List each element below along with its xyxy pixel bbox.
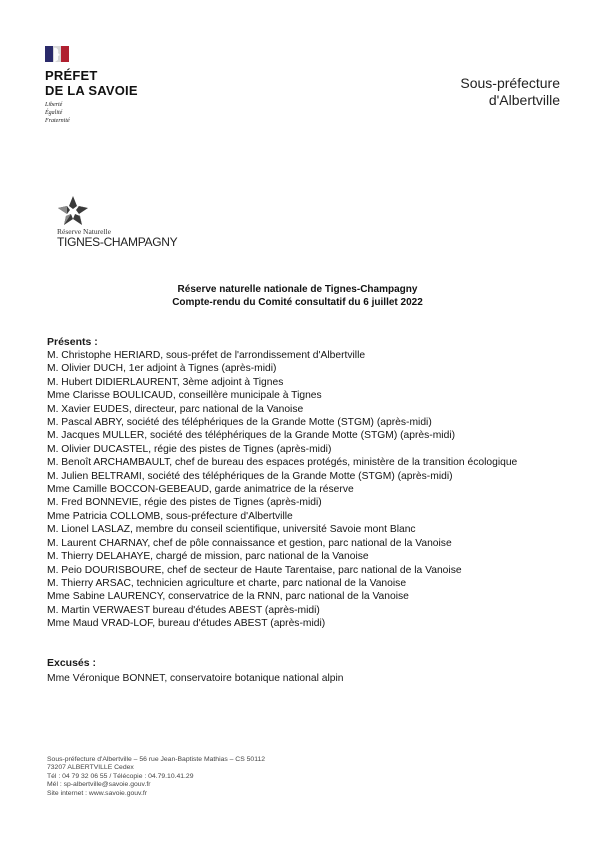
reserve-logo-name: TIGNES-CHAMPAGNY [57,235,178,249]
presents-label: Présents : [47,336,98,348]
excuses-label: Excusés : [47,657,97,669]
sous-prefecture-heading [460,75,560,109]
footer-line: Mél : sp-albertville@savoie.gouv.fr [47,781,151,789]
prefet-name [45,68,138,98]
sous-prefecture-line-1: Sous-préfecture [460,75,560,91]
republic-motto [45,101,70,125]
document-title [0,283,595,309]
attendee-item: M. Xavier EUDES, directeur, parc national de la Vanoise [47,403,304,415]
attendee-item: M. Julien BELTRAMI, société des téléphériques de la Grande Motte (STGM) (après-midi) [47,470,453,482]
attendee-item: Mme Sabine LAURENCY, conservatrice de la RNN, parc national de la Vanoise [47,591,409,603]
attendee-item: M. Pascal ABRY, société des téléphériques de la Grande Motte (STGM) (après-midi) [47,417,432,429]
prefet-line-2: DE LA SAVOIE [45,83,138,98]
marianne-emblem-icon [45,44,71,64]
attendee-item: M. Lionel LASLAZ, membre du conseil scientifique, université Savoie mont Blanc [47,524,416,536]
attendee-item: Mme Maud VRAD-LOF, bureau d'études ABEST (après-midi) [47,618,326,630]
attendee-item: M. Christophe HERIARD, sous-préfet de l'arrondissement d'Albertville [47,350,366,361]
attendee-list [47,349,559,631]
attendee-item: M. Hubert DIDIERLAURENT, 3ème adjoint à Tignes [47,376,284,388]
attendee-item: M. Laurent CHARNAY, chef de pôle connaissance et gestion, parc national de la Vanoise [47,537,452,549]
footer-address [47,756,265,798]
prefet-line-1: PRÉFET [45,68,98,83]
attendee-item: Mme Clarisse BOULICAUD, conseillère municipale à Tignes [47,390,322,402]
attendee-item: M. Thierry ARSAC, technicien agriculture et charte, parc national de la Vanoise [47,577,407,589]
excused-list [47,672,344,685]
excused-item: Mme Véronique BONNET, conservatoire botanique national alpin [47,673,344,684]
reserve-logo-small-text: Réserve Naturelle [57,227,111,236]
reserve-star-logo-icon [57,195,89,227]
attendee-item: M. Olivier DUCASTEL, régie des pistes de Tignes (après-midi) [47,443,332,455]
attendee-item: M. Martin VERWAEST bureau d'études ABEST (après-midi) [47,604,320,616]
motto-liberte: Liberté [45,102,63,108]
attendee-item: M. Benoît ARCHAMBAULT, chef de bureau des espaces protégés, ministère de la transition écologique [47,457,518,469]
footer-line: Sous-préfecture d'Albertville – 56 rue Jean-Baptiste Mathias – CS 50112 [47,756,266,763]
footer-line: Site internet : www.savoie.gouv.fr [47,789,147,797]
title-line-2: Compte-rendu du Comité consultatif du 6 juillet 2022 [172,297,423,308]
attendee-item: Mme Camille BOCCON-GEBEAUD, garde animatrice de la réserve [47,484,354,496]
footer-line: Tél : 04 79 32 06 55 / Télécopie : 04.79.10.41.29 [47,772,194,780]
attendee-item: M. Peio DOURISBOURE, chef de secteur de Haute Tarentaise, parc national de la Vanoise [47,564,462,576]
attendee-item: M. Olivier DUCH, 1er adjoint à Tignes (après-midi) [47,363,277,375]
attendee-item: Mme Patricia COLLOMB, sous-préfecture d'Albertville [47,510,293,522]
attendee-item: M. Thierry DELAHAYE, chargé de mission, parc national de la Vanoise [47,551,369,563]
attendee-item: M. Jacques MULLER, société des téléphériques de la Grande Motte (STGM) (après-midi) [47,430,456,442]
motto-egalite: Égalité [45,110,63,116]
motto-fraternite: Fraternité [45,118,70,124]
attendee-item: M. Fred BONNEVIE, régie des pistes de Tignes (après-midi) [47,497,322,509]
sous-prefecture-line-2: d'Albertville [488,92,560,108]
footer-line: 73207 ALBERTVILLE Cedex [47,764,134,772]
title-line-1: Réserve naturelle nationale de Tignes-Champagny [177,284,418,295]
